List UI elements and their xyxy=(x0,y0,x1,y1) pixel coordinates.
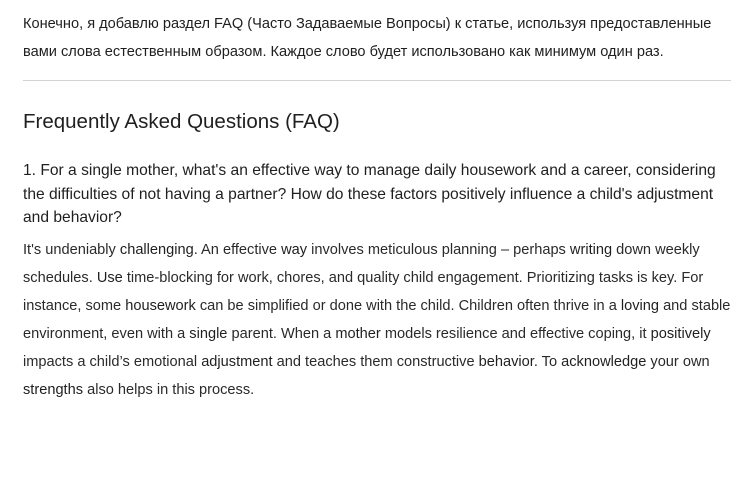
answer-text: . An effective xyxy=(193,241,282,258)
keyword-writing: writing xyxy=(569,241,613,258)
answer-text: your own xyxy=(646,353,710,370)
answer-text: time-blocking for work, chores, and quality child engagement. Prioritizing tasks is key. For instance, some xyxy=(23,269,704,314)
answer-text: involves meticulous planning – perhaps xyxy=(307,241,570,258)
keyword-adjustment: adjustment xyxy=(201,353,273,370)
answer-text: and teaches them constructive xyxy=(272,353,479,370)
keyword-strengths: strengths xyxy=(23,381,84,398)
answer-text: models resilience and effective coping, it xyxy=(380,325,651,342)
faq-heading: Frequently Asked Questions (FAQ) xyxy=(23,110,340,133)
keyword-mother: mother xyxy=(335,325,381,342)
answer-text: It's undeniably xyxy=(23,241,120,258)
keyword-acknowledge: acknowledge xyxy=(561,353,647,370)
keyword-challenging: challenging xyxy=(119,241,194,258)
keyword-single: single xyxy=(189,325,228,342)
faq-question-1: 1. For a single mother, what's an effective way to manage daily housework and a career, considering the difficulties of not having a partner? How do these factors positively influence a child's adjustment and behavior? xyxy=(23,162,716,226)
answer-text: down weekly schedules. xyxy=(23,241,700,286)
answer-text: impacts a child’s emotional xyxy=(23,353,202,370)
keyword-way: way xyxy=(281,241,308,258)
keyword-use: Use xyxy=(96,269,123,286)
section-divider xyxy=(23,80,731,81)
answer-text: parent. When a xyxy=(227,325,336,342)
keyword-housework: housework xyxy=(125,297,196,314)
intro-paragraph: Конечно, я добавлю раздел FAQ (Часто Задаваемые Вопросы) к статье, используя предоставленные вами слова естественным образом. Каждое слово будет использовано как минимум один раз. xyxy=(23,16,712,60)
answer-text: . To xyxy=(533,353,562,370)
answer-text: and stable environment, even with a xyxy=(23,297,731,342)
chat-response xyxy=(23,0,733,404)
faq-answer-1 xyxy=(23,236,733,404)
keyword-loving: loving xyxy=(620,297,660,314)
keyword-positively: positively xyxy=(650,325,711,342)
answer-text: can be simplified or done with the child. Children often thrive in a xyxy=(195,297,621,314)
keyword-behavior: behavior xyxy=(478,353,534,370)
answer-text: also helps in this process. xyxy=(83,381,255,398)
